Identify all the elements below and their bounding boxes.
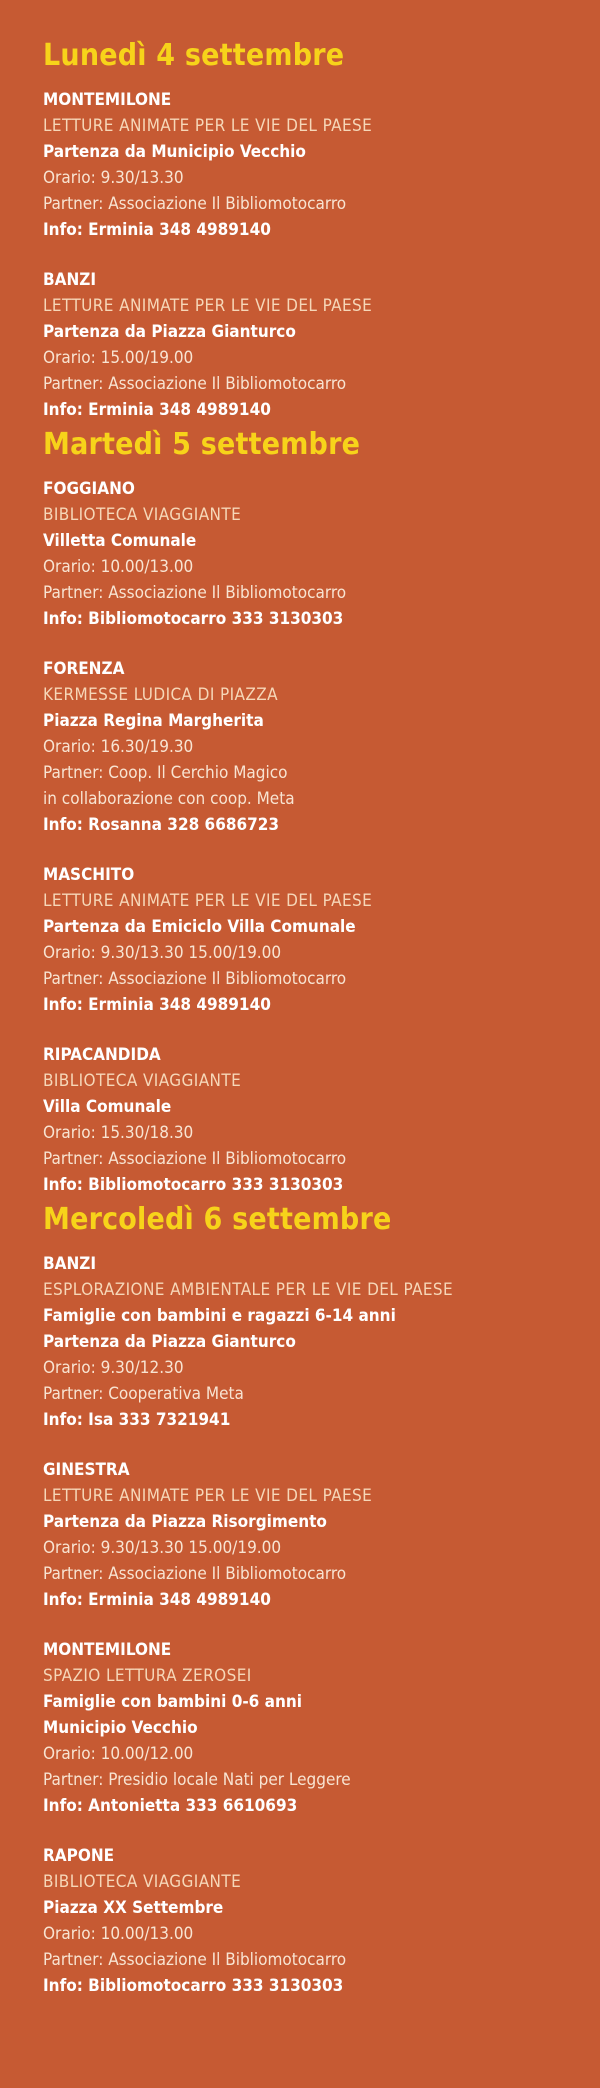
event-location: Piazza XX Settembre [43,1898,224,1918]
event-partner: Partner: Associazione Il Bibliomotocarro [43,374,347,394]
event-info: Info: Bibliomotocarro 333 3130303 [43,1976,344,1996]
event-partner: Partner: Associazione Il Bibliomotocarro [43,1950,347,1970]
event-activity: KERMESSE LUDICA DI PIAZZA [43,685,279,705]
event-entry [43,1251,600,1433]
event-location: Partenza da Emiciclo Villa Comunale [43,917,356,937]
event-location: Partenza da Piazza Risorgimento [43,1512,327,1532]
day-heading: Lunedì 4 settembre [43,38,345,73]
day-section [43,38,600,423]
event-activity: LETTURE ANIMATE PER LE VIE DEL PAESE [43,891,373,911]
event-info: Info: Erminia 348 4989140 [43,1590,271,1610]
event-activity: BIBLIOTECA VIAGGIANTE [43,1071,242,1091]
event-activity: ESPLORAZIONE AMBIENTALE PER LE VIE DEL PAESE [43,1280,454,1300]
event-activity: LETTURE ANIMATE PER LE VIE DEL PAESE [43,1486,373,1506]
event-time: Orario: 9.30/13.30 [43,168,184,188]
event-info: Info: Erminia 348 4989140 [43,400,271,420]
event-info: Info: Bibliomotocarro 333 3130303 [43,1175,344,1195]
event-entry [43,1637,600,1819]
day-section [43,1202,600,1999]
event-activity: LETTURE ANIMATE PER LE VIE DEL PAESE [43,116,373,136]
event-time: Orario: 9.30/13.30 15.00/19.00 [43,1538,282,1558]
event-activity: BIBLIOTECA VIAGGIANTE [43,1872,242,1892]
event-activity: BIBLIOTECA VIAGGIANTE [43,505,242,525]
event-location: Piazza Regina Margherita [43,711,264,731]
event-activity: LETTURE ANIMATE PER LE VIE DEL PAESE [43,296,373,316]
event-town: FOGGIANO [43,479,135,499]
event-info: Info: Antonietta 333 6610693 [43,1796,298,1816]
event-partner: in collaborazione con coop. Meta [43,789,295,809]
event-time: Orario: 9.30/12.30 [43,1358,184,1378]
event-entry [43,476,600,632]
event-partner: Partner: Associazione Il Bibliomotocarro [43,1564,347,1584]
event-town: MONTEMILONE [43,1640,172,1660]
event-partner: Partner: Coop. Il Cerchio Magico [43,763,288,783]
event-location: Villa Comunale [43,1097,172,1117]
event-location: Villetta Comunale [43,531,197,551]
event-time: Orario: 10.00/13.00 [43,1924,194,1944]
event-town: BANZI [43,1254,97,1274]
event-info: Info: Erminia 348 4989140 [43,995,271,1015]
event-location: Famiglie con bambini e ragazzi 6-14 anni [43,1306,396,1326]
event-town: MASCHITO [43,865,135,885]
event-info: Info: Isa 333 7321941 [43,1410,231,1430]
event-info: Info: Rosanna 328 6686723 [43,815,280,835]
event-entry [43,1042,600,1198]
event-entry [43,1457,600,1613]
event-activity: SPAZIO LETTURA ZEROSEI [43,1666,252,1686]
day-heading: Martedì 5 settembre [43,427,361,462]
event-town: BANZI [43,270,97,290]
event-location: Municipio Vecchio [43,1718,198,1738]
event-time: Orario: 10.00/13.00 [43,557,194,577]
event-entry [43,87,600,243]
event-town: RIPACANDIDA [43,1045,161,1065]
event-time: Orario: 10.00/12.00 [43,1744,194,1764]
event-location: Partenza da Municipio Vecchio [43,142,306,162]
event-time: Orario: 16.30/19.30 [43,737,194,757]
event-partner: Partner: Associazione Il Bibliomotocarro [43,194,347,214]
day-heading: Mercoledì 6 settembre [43,1202,392,1237]
event-entry [43,267,600,423]
event-location: Partenza da Piazza Gianturco [43,322,296,342]
event-entry [43,656,600,838]
event-town: RAPONE [43,1846,115,1866]
event-town: FORENZA [43,659,125,679]
event-time: Orario: 15.30/18.30 [43,1123,194,1143]
event-town: MONTEMILONE [43,90,172,110]
event-town: GINESTRA [43,1460,130,1480]
day-section [43,427,600,1198]
event-time: Orario: 9.30/13.30 15.00/19.00 [43,943,282,963]
event-partner: Partner: Presidio locale Nati per Leggere [43,1770,351,1790]
event-partner: Partner: Associazione Il Bibliomotocarro [43,583,347,603]
event-location: Partenza da Piazza Gianturco [43,1332,296,1352]
event-partner: Partner: Associazione Il Bibliomotocarro [43,1149,347,1169]
event-info: Info: Bibliomotocarro 333 3130303 [43,609,344,629]
event-entry [43,862,600,1018]
event-entry [43,1843,600,1999]
event-time: Orario: 15.00/19.00 [43,348,194,368]
event-location: Famiglie con bambini 0-6 anni [43,1692,302,1712]
event-partner: Partner: Associazione Il Bibliomotocarro [43,969,347,989]
event-info: Info: Erminia 348 4989140 [43,220,271,240]
event-partner: Partner: Cooperativa Meta [43,1384,244,1404]
